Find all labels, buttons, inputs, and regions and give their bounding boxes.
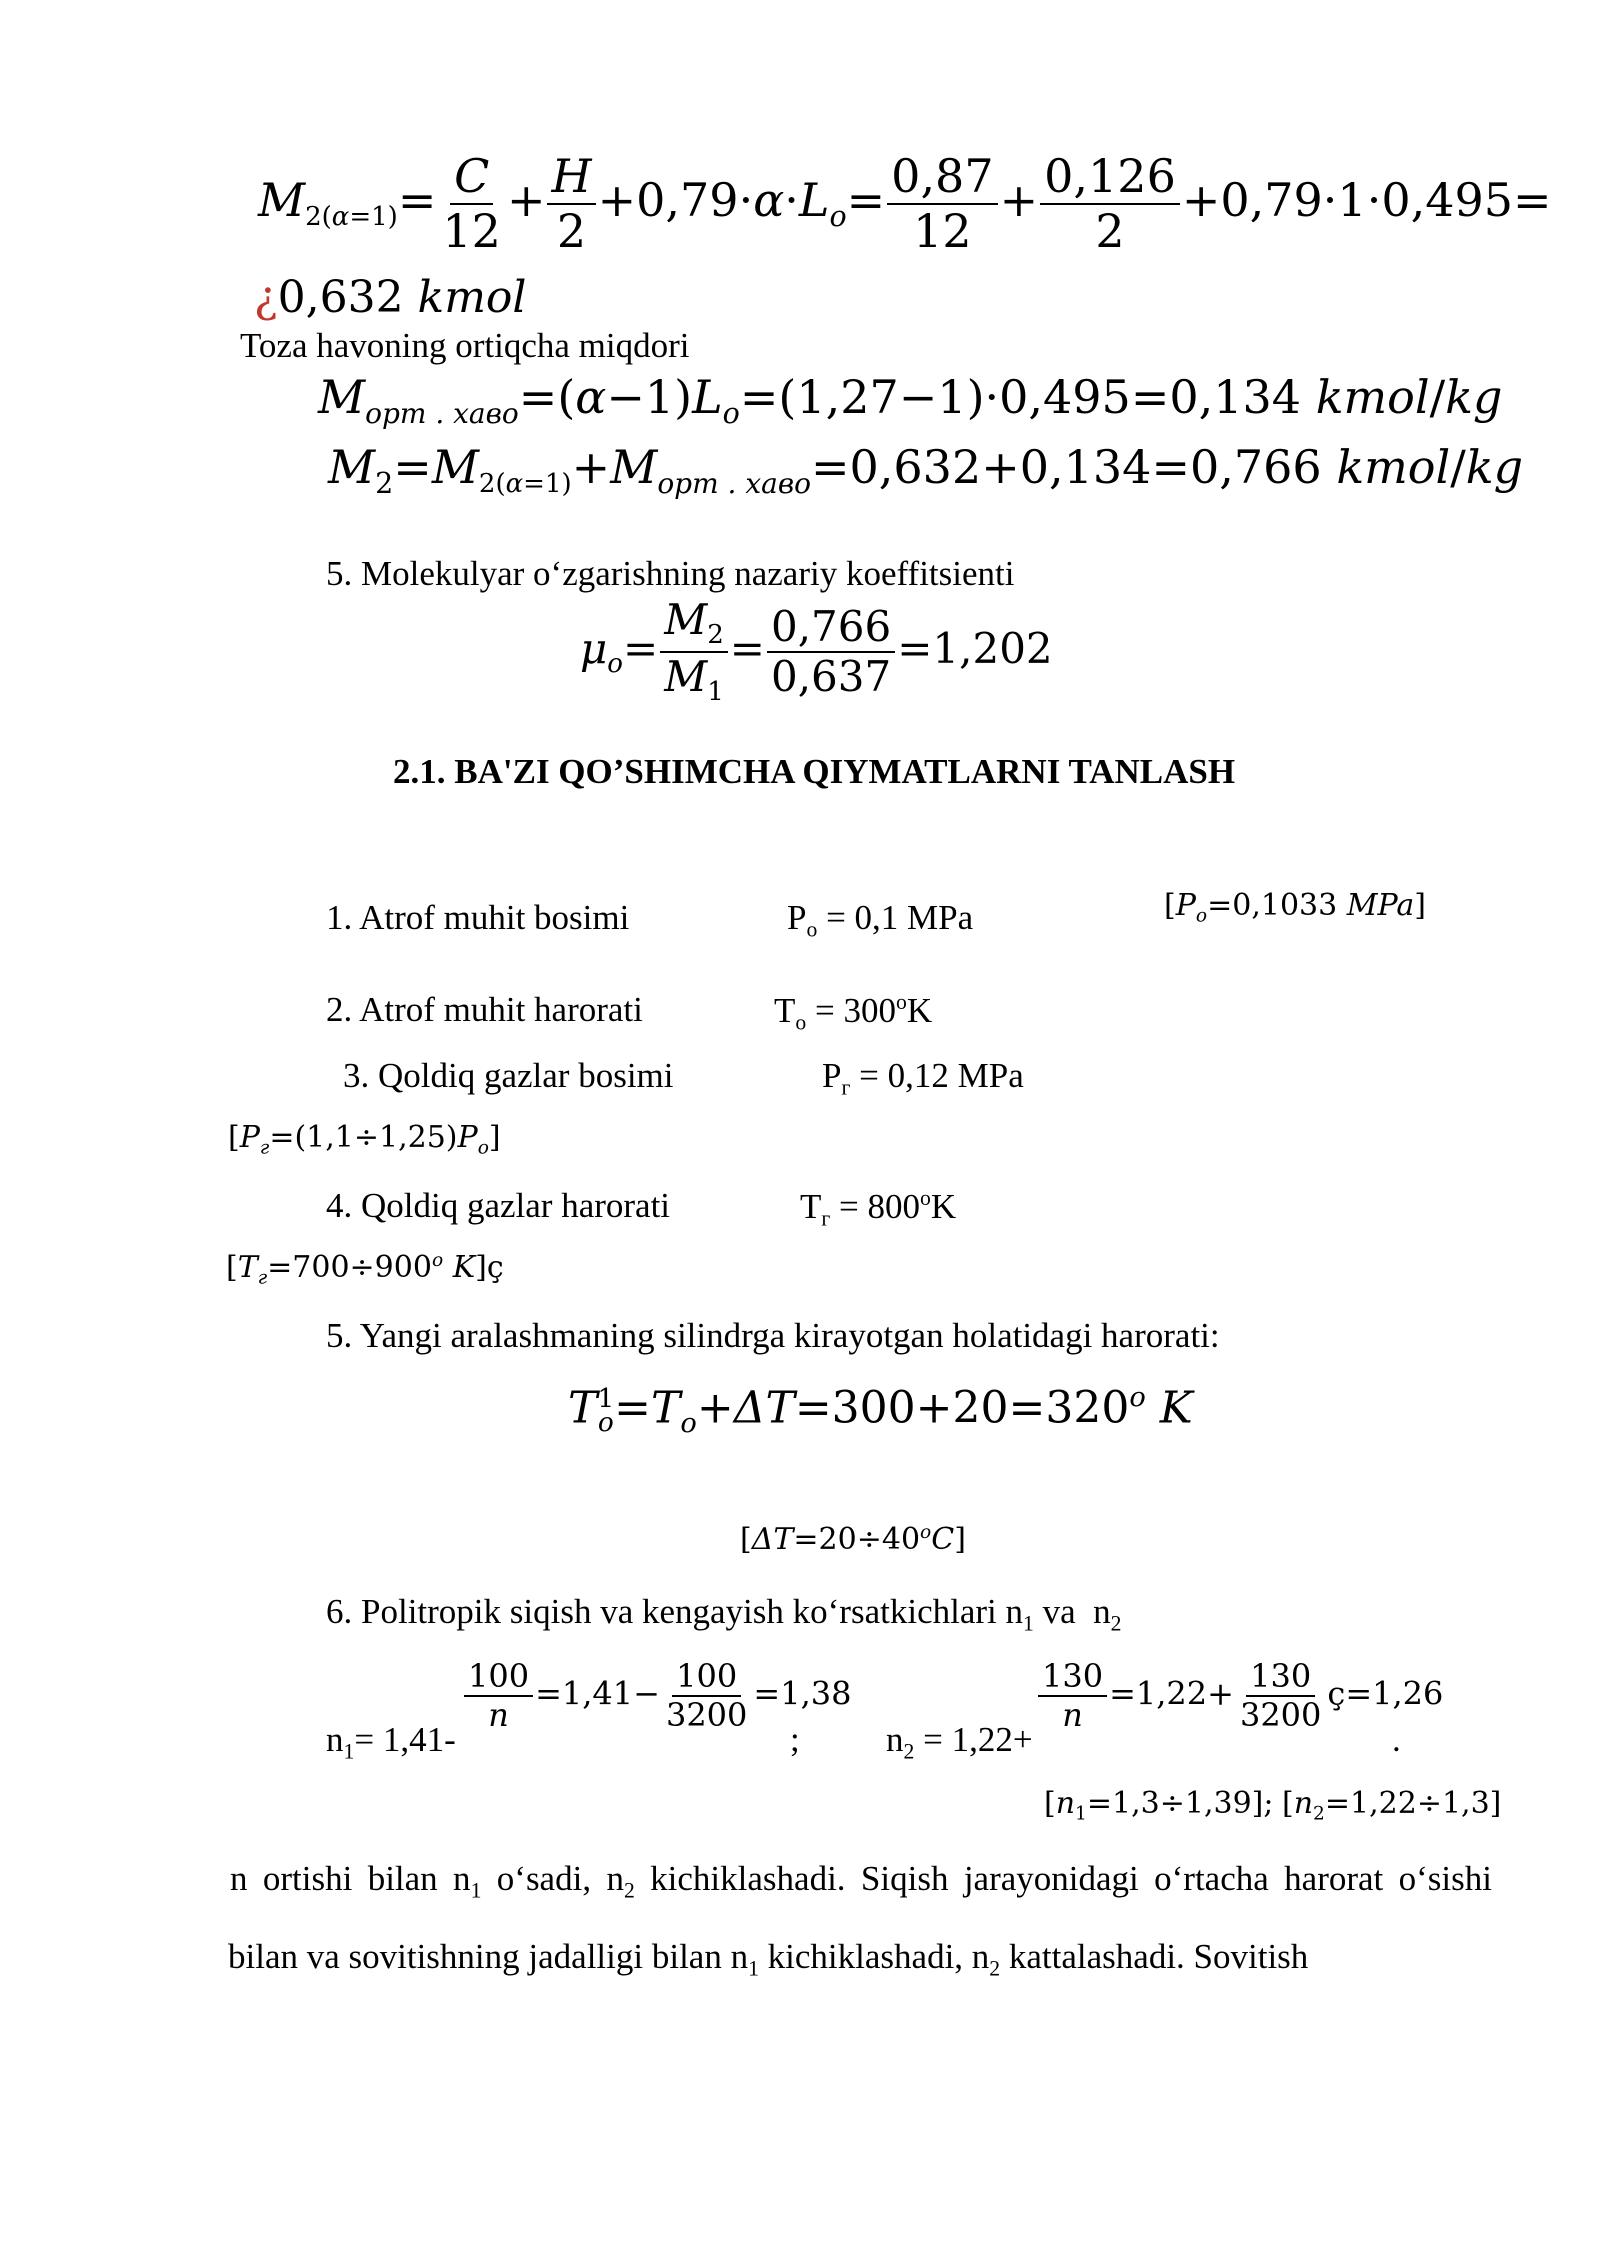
item-1-label: 1. Atrof muhit bosimi [326,898,630,937]
period-1: . [1392,1720,1401,1759]
item-3-value: $P_г = 0,12$ MPa [822,1056,1024,1100]
n1-range: $[n_1=1,3\div 1,39]$; [1044,1786,1274,1825]
item-4-label: 4. Qoldiq gazlar harorati [326,1186,671,1225]
label-excess-air: Toza havoning ortiqcha miqdori [240,326,690,365]
item-1-value: $P_o = 0,1$ MPa [787,898,974,942]
n1-formula: $\frac{100}{n}$ =1,41− $\frac{100}{3200}$ =1,38 [462,1658,851,1734]
item-4-range: [$T_г=700\div 900^o$ K]ҫ [226,1250,504,1289]
item-3-range: $[P_г=(1,1\div 1,25)P_o]$ [228,1120,501,1159]
equation-m2-result: ¿0,632 kmol [254,272,527,323]
n2-formula: $\frac{130}{n}$ =1,22+ $\frac{130}{3200}$ ҫ=1,26 [1036,1658,1443,1734]
item-3-label: 3. Qoldiq gazlar bosimi [343,1056,674,1095]
n2-prefix: $n_2 = 1,22+$ [886,1720,1033,1764]
item-2-label: 2. Atrof muhit harorati [326,990,643,1029]
item-2-value: $T_o = 300^oK$ [774,990,933,1035]
item-6-label: 6. Politropik siqish va kengayish ko‘rsatkichlari $n_1$ va $n_2$ [326,1592,1122,1636]
n2-range: $[n_2=1,22\div 1,3]$ [1282,1786,1502,1825]
paragraph-text: n ortishi bilan $n_1$ o‘sadi, $n_2$ kichiklashadi. Siqish jarayonidagi o‘rtacha harorat o‘sishi bilan va sovitishning jadalligi bilan $n_1$ kichiklashadi, $n_2$ kattalashadi. Sovitish [228,1859,1492,1981]
semicolon-1: ; [790,1720,800,1759]
item-1-range: [$P_o=0,1033$ MPa] [1164,888,1426,927]
n1-prefix: $n_1= 1,41-$ [326,1720,456,1764]
equation-m2-alpha1: $M_{2(\alpha=1)}=$ $\frac{C}{12}$ + $\frac{H}{2}$ $+0,79\cdot\alpha\cdot L_o=$ $\frac{0,87}{12}$ + $\frac{0,126}{2}$ +0,79·1·0,495= [258,149,1552,258]
equation-m2-total: $M_2=M_{2(\alpha=1)}+M_{орт . хаво}=0,632+0,134=0,766$ kmol/kg [328,440,1524,500]
item-5-label: 5. Yangi aralashmaning silindrga kirayotgan holatidagi harorati: [326,1316,1220,1355]
item-4-value: $T_г = 800^oK$ [800,1186,957,1231]
label-molecular-coefficient: 5. Molekulyar o‘zgarishning nazariy koeffitsienti [326,554,1015,593]
delta-t-range: $[\Delta T=20\div 40^oC]$ [740,1522,966,1558]
equation-m-excess-air: $M_{орт . хаво}=(\alpha-1)L_o=(1,27-1)\cdot 0,495=0,134$ kmol/kg [318,370,1503,430]
section-heading: 2.1. BA'ZI QO’SHIMCHA QIYMATLARNI TANLASH [393,752,1236,791]
equation-mu: $\mu_o=$ $\frac{M_2}{M_1}$ = $\frac{0,766}{0,637}$ =1,202 [580,595,1053,708]
equation-t-o1: T 1 o $=T_o+\Delta T=300+20=320^o$ K [568,1382,1193,1439]
